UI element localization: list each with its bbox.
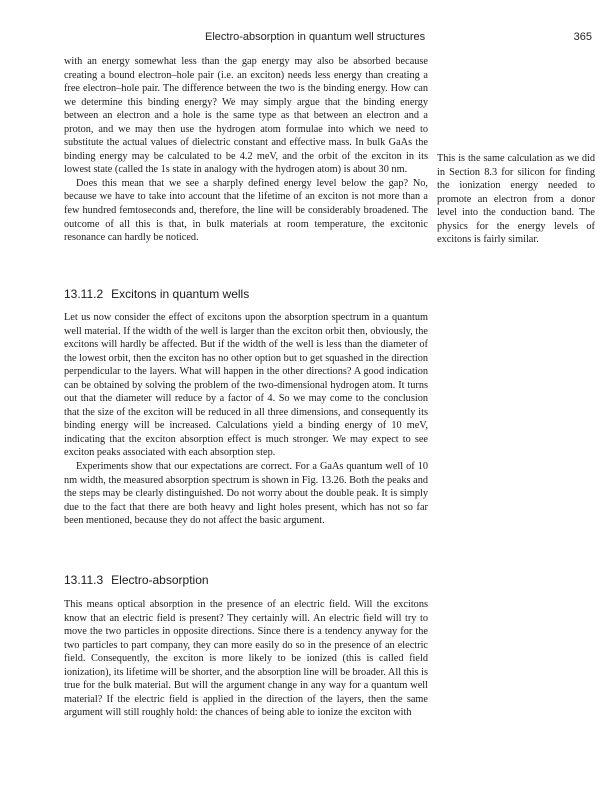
- body-paragraph: with an energy somewhat less than the gap energy may also be absorbed because creating a bound electron–hole pair (i.e. an exciton) needs less energy than creating a free electron–hole pair. The difference between the two is the binding energy. How can we determine this binding energy? We may simply argue that the binding energy between an electron and a hole is the same type as that between an electron and a proton, and we may then use the hydrogen atom formulae into which we need to substitute the actual values of dielectric constant and effective mass. In bulk GaAs the binding energy may be calculated to be 4.2 meV, and the orbit of the exciton in its lowest state (called the 1s state in analogy with the hydrogen atom) is about 30 nm.: [64, 56, 428, 176]
- section-body-excitons: [64, 311, 428, 528]
- intro-block: [64, 55, 428, 245]
- margin-note-text: This is the same calculation as we did in Section 8.3 for silicon for finding the ionization energy needed to promote an electron from a donor level into the conduction band. The physics for the energy levels of excitons is fairly similar.: [437, 153, 595, 246]
- section-number: 13.11.2: [64, 287, 104, 301]
- section-title: Excitons in quantum wells: [111, 287, 250, 301]
- body-paragraph: This means optical absorption in the presence of an electric field. Will the excitons know that an electric field is present? They certainly will. An electric field will try to move the two particles in opposite directions. Since there is a tendency anyway for the two particles to part company, they can more easily do so in the presence of an electric field. Consequently, the exciton is more likely to be ionized (this is called field ionization), its lifetime will be shorter, and the absorption line will be broader. All this is true for the bulk material. But will the argument change in any way for a quantum well material? If the electric field is applied in the direction of the layers, then the same argument will still roughly hold: the chances of being able to ionize the exciton with: [64, 599, 428, 719]
- running-title: Electro-absorption in quantum well structures: [205, 31, 426, 43]
- body-paragraph: Experiments show that our expectations are correct. For a GaAs quantum well of 10 nm width, the measured absorption spectrum is shown in Fig. 13.26. Both the peaks and the steps may be clearly distinguished. Do not worry about the double peak. It is simply due to the fact that there are both heavy and light holes present, which has not so far been mentioned, because they do not affect the basic argument.: [64, 461, 428, 527]
- section-heading-electro-absorption: [64, 573, 428, 587]
- section-body-electro-absorption: [64, 598, 428, 720]
- body-paragraph: Does this mean that we see a sharply defined energy level below the gap? No, because we have to take into account that the lifetime of an exciton is not more than a few hundred femtoseconds and, therefore, the line will be considerably broadened. The outcome of all this is that, in bulk materials at room temperature, the excitonic resonance can hardly be noticed.: [64, 177, 428, 244]
- section-title: Electro-absorption: [111, 573, 209, 587]
- section-number: 13.11.3: [64, 573, 104, 587]
- body-paragraph: Let us now consider the effect of excitons upon the absorption spectrum in a quantum well material. If the width of the well is larger than the exciton orbit then, obviously, the excitons will hardly be affected. But if the width of the well is less than the diameter of the lowest orbit, then the exciton has no other option but to get squashed in the direction perpendicular to the layers. What will happen in the other directions? A good indication can be obtained by solving the problem of the two-dimensional hydrogen atom. It turns out that the diameter will reduce by a factor of 4. So we may come to the conclusion that the size of the exciton will be reduced in all three dimensions, and consequently its binding energy will be increased. Calculations yield a binding energy of 10 meV, indicating that the exciton absorption effect is much stronger. We may expect to see exciton peaks associated with each absorption step.: [64, 312, 428, 459]
- section-heading-excitons-in-quantum-wells: [64, 287, 428, 301]
- margin-note: [437, 152, 595, 247]
- page-number: 365: [573, 31, 592, 43]
